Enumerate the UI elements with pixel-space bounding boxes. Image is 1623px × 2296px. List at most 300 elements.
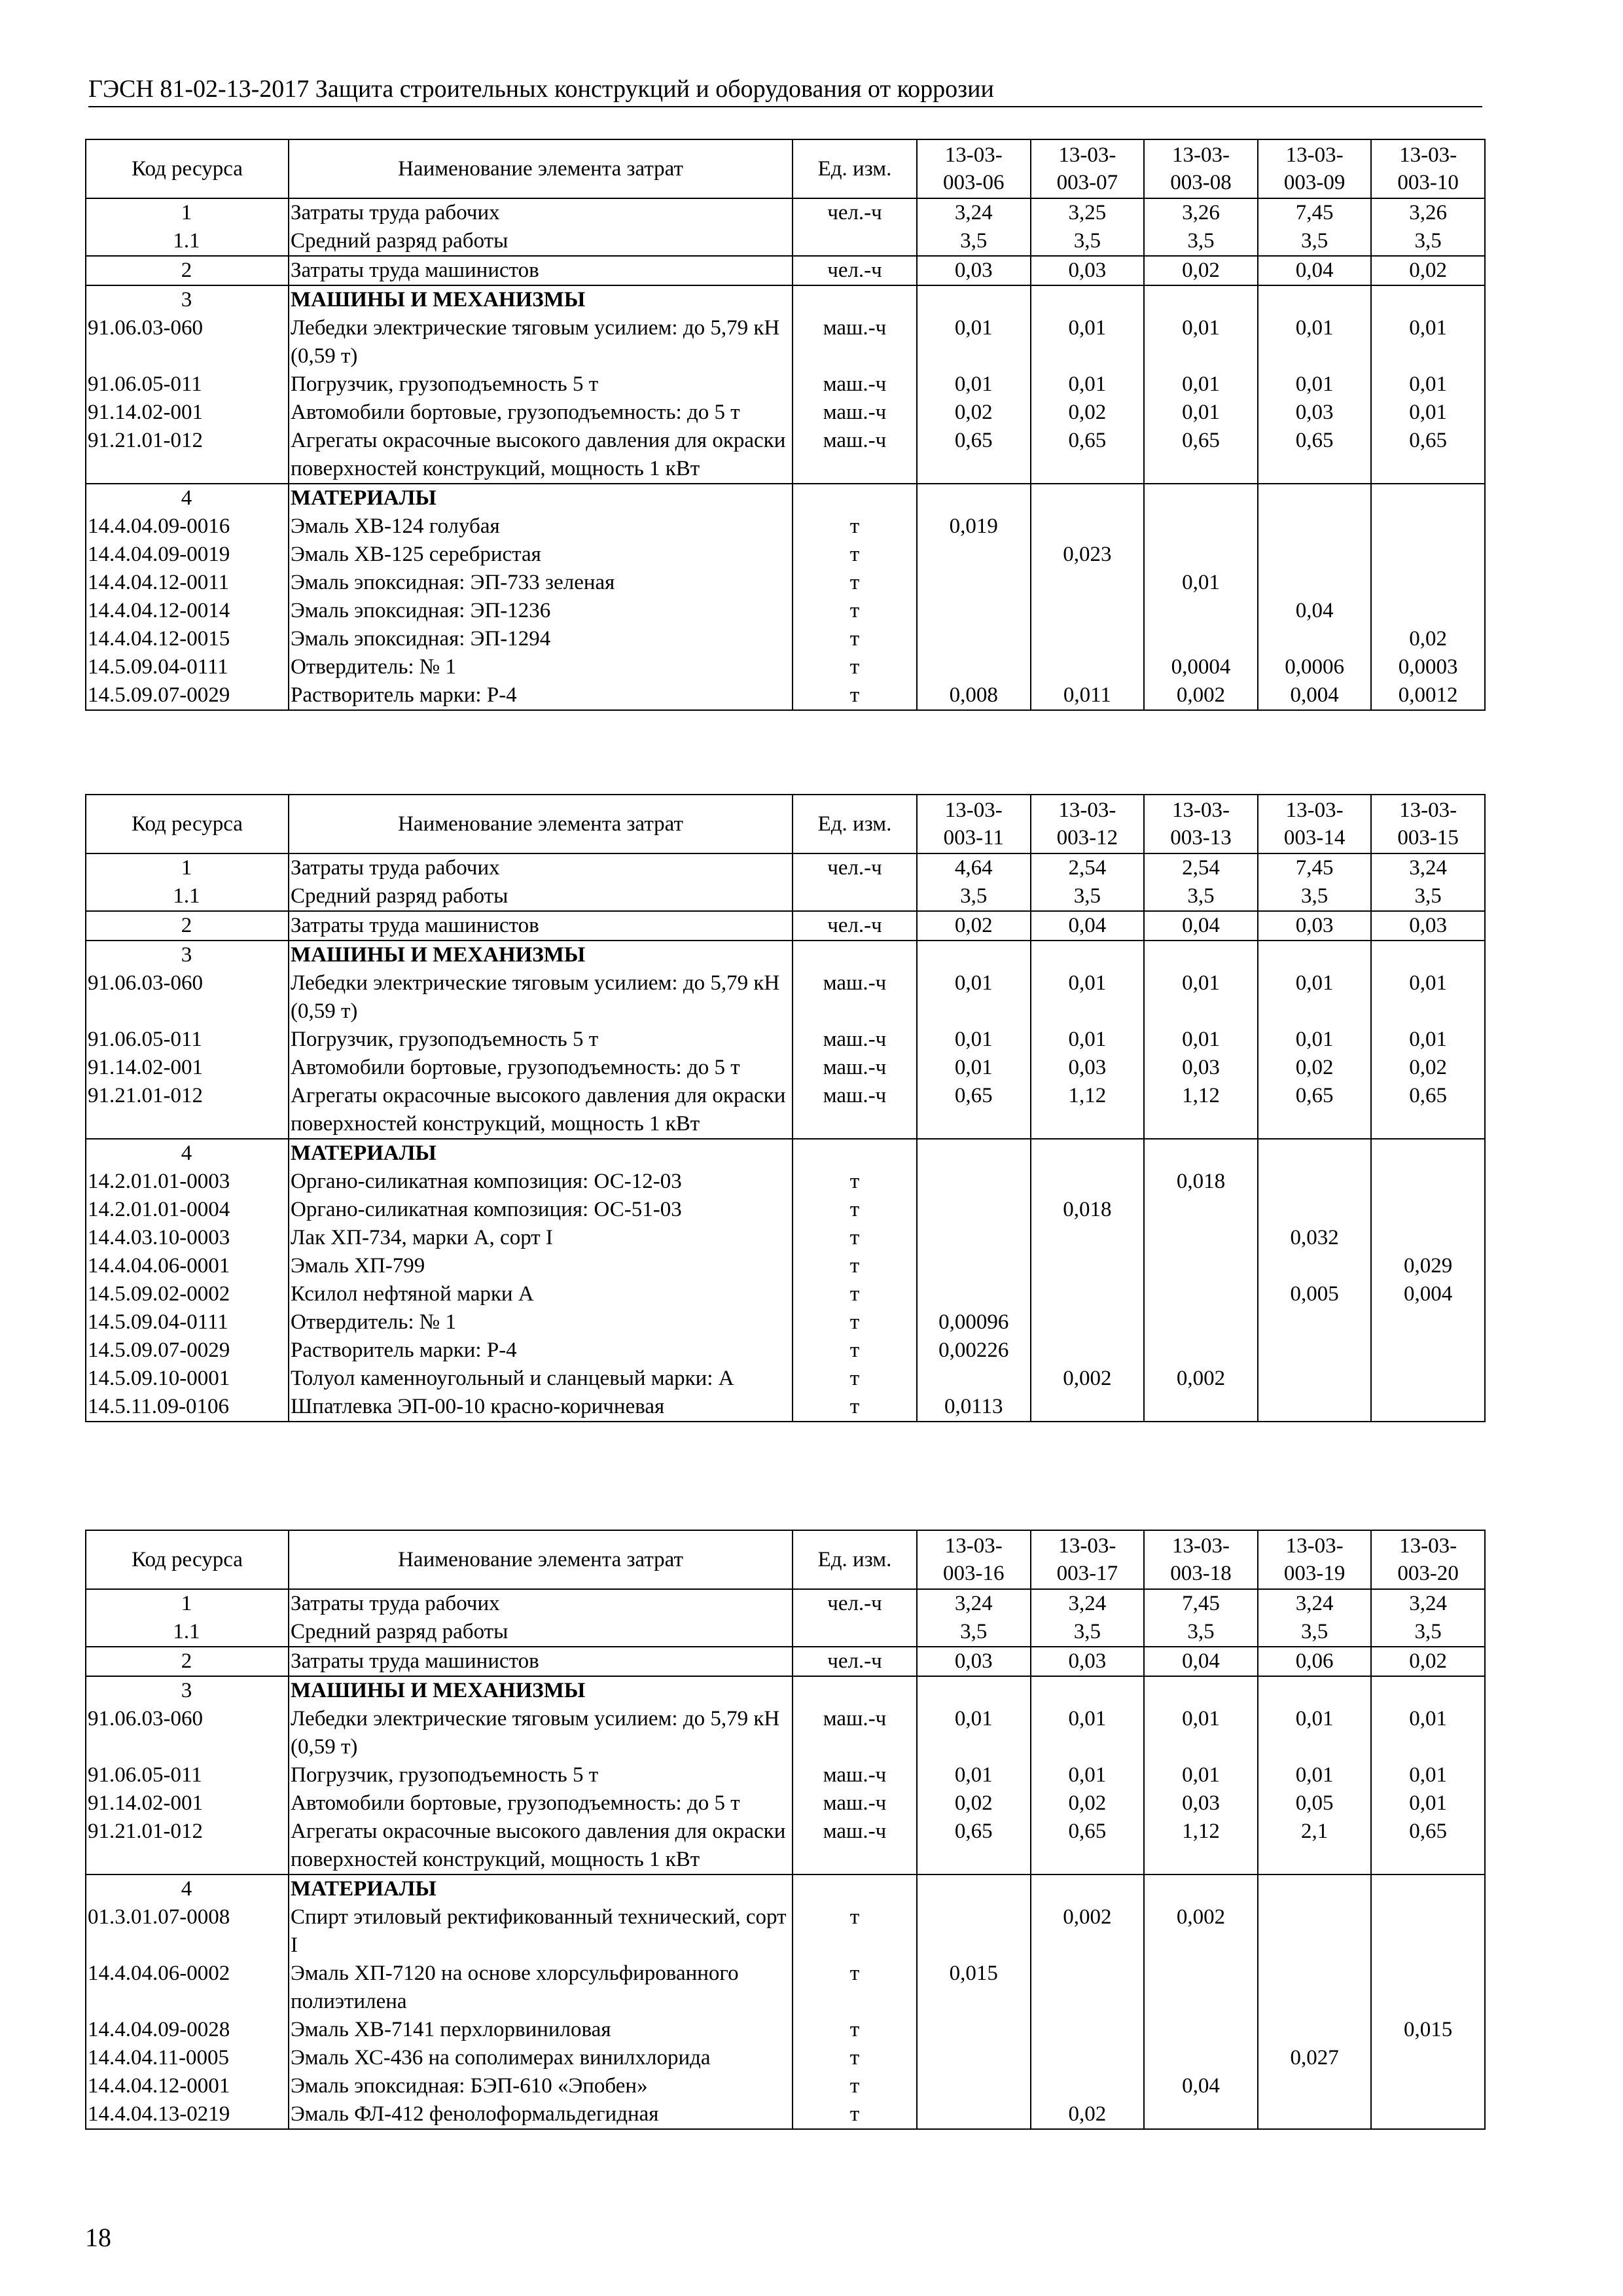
norm-value xyxy=(1371,1308,1485,1336)
table-row xyxy=(86,681,1485,710)
resource-code: 91.06.05-011 xyxy=(86,370,289,399)
norm-value xyxy=(1144,285,1258,314)
resource-name: Лак ХП-734, марки А, сорт I xyxy=(289,1224,793,1252)
resource-name: Эмаль ХС-436 на сополимерах винилхлорида xyxy=(289,2044,793,2072)
norm-value xyxy=(1258,1960,1372,2016)
norm-value xyxy=(1258,1676,1372,1705)
table-row xyxy=(86,853,1485,882)
norm-value xyxy=(1258,1365,1372,1393)
norm-value xyxy=(917,285,1031,314)
resource-unit: т xyxy=(793,2100,917,2129)
resource-name: Органо-силикатная композиция: ОС-12-03 xyxy=(289,1168,793,1196)
norm-value: 0,01 xyxy=(1144,399,1258,427)
norm-value xyxy=(917,1280,1031,1308)
resource-unit xyxy=(793,1139,917,1168)
resource-unit: маш.-ч xyxy=(793,1789,917,1818)
norm-value: 0,01 xyxy=(1371,1761,1485,1789)
norm-value: 3,5 xyxy=(1258,227,1372,256)
resource-name: Погрузчик, грузоподъемность 5 т xyxy=(289,1761,793,1789)
table-row xyxy=(86,2044,1485,2072)
header-norm-column: 13-03- 003-11 xyxy=(917,795,1031,853)
norm-value xyxy=(1144,1960,1258,2016)
resource-name: Лебедки электрические тяговым усилием: до 5,79 кН (0,59 т) xyxy=(289,314,793,370)
norm-value xyxy=(1031,285,1145,314)
table-row xyxy=(86,1589,1485,1618)
norm-value: 0,002 xyxy=(1144,1903,1258,1960)
resource-code: 91.21.01-012 xyxy=(86,1082,289,1139)
resource-unit: т xyxy=(793,1224,917,1252)
header-code: Код ресурса xyxy=(86,139,289,198)
table-row xyxy=(86,1676,1485,1705)
resource-code: 14.4.04.12-0001 xyxy=(86,2072,289,2100)
table-row xyxy=(86,1365,1485,1393)
norm-value: 0,03 xyxy=(1031,256,1145,285)
resource-name: Лебедки электрические тяговым усилием: до 5,79 кН (0,59 т) xyxy=(289,969,793,1026)
table-row xyxy=(86,427,1485,484)
norm-value: 3,5 xyxy=(917,227,1031,256)
norm-value xyxy=(1371,1960,1485,2016)
resource-code: 14.2.01.01-0003 xyxy=(86,1168,289,1196)
norm-value: 3,5 xyxy=(1258,1618,1372,1647)
norm-value xyxy=(1031,2044,1145,2072)
resource-unit: т xyxy=(793,1308,917,1336)
norm-value: 0,03 xyxy=(1144,1054,1258,1082)
header-unit: Ед. изм. xyxy=(793,139,917,198)
norm-value: 0,65 xyxy=(1371,1818,1485,1874)
resource-name: Лебедки электрические тяговым усилием: до 5,79 кН (0,59 т) xyxy=(289,1705,793,1761)
norm-value: 2,1 xyxy=(1258,1818,1372,1874)
header-norm-column: 13-03- 003-07 xyxy=(1031,139,1145,198)
resource-code: 14.4.04.09-0016 xyxy=(86,512,289,541)
norm-value xyxy=(1258,2016,1372,2044)
norm-value xyxy=(1371,2100,1485,2129)
norm-value: 0,01 xyxy=(1031,370,1145,399)
norm-value: 0,01 xyxy=(1371,1026,1485,1054)
norm-value xyxy=(1258,2072,1372,2100)
resource-name: МАТЕРИАЛЫ xyxy=(289,1874,793,1903)
norm-value: 0,65 xyxy=(1031,1818,1145,1874)
norm-value xyxy=(917,569,1031,597)
norm-value xyxy=(1031,1874,1145,1903)
resource-unit: чел.-ч xyxy=(793,1589,917,1618)
resource-unit: т xyxy=(793,1336,917,1365)
table-row xyxy=(86,2072,1485,2100)
resource-unit: маш.-ч xyxy=(793,1818,917,1874)
norm-value xyxy=(1031,2016,1145,2044)
header-norm-column: 13-03- 003-18 xyxy=(1144,1530,1258,1589)
norm-value: 3,24 xyxy=(1371,853,1485,882)
table-row xyxy=(86,1960,1485,2016)
resource-code: 1 xyxy=(86,1589,289,1618)
table-row xyxy=(86,1168,1485,1196)
resource-code: 91.14.02-001 xyxy=(86,1789,289,1818)
resource-code: 1.1 xyxy=(86,1618,289,1647)
resource-code: 91.14.02-001 xyxy=(86,1054,289,1082)
table-row xyxy=(86,911,1485,941)
norm-value: 0,01 xyxy=(1144,1705,1258,1761)
resource-unit: маш.-ч xyxy=(793,1082,917,1139)
norm-value: 1,12 xyxy=(1144,1818,1258,1874)
header-norm-column: 13-03- 003-09 xyxy=(1258,139,1372,198)
norm-value: 0,01 xyxy=(1258,1026,1372,1054)
norm-value: 0,004 xyxy=(1258,681,1372,710)
header-norm-column: 13-03- 003-17 xyxy=(1031,1530,1145,1589)
norm-value xyxy=(1144,597,1258,625)
resource-code: 4 xyxy=(86,1139,289,1168)
resource-unit: чел.-ч xyxy=(793,198,917,227)
resource-name: Затраты труда рабочих xyxy=(289,1589,793,1618)
resource-name: Растворитель марки: Р-4 xyxy=(289,1336,793,1365)
norm-value: 0,65 xyxy=(917,1082,1031,1139)
norm-value: 0,01 xyxy=(1371,314,1485,370)
norm-value xyxy=(1371,1903,1485,1960)
norm-value xyxy=(1371,1365,1485,1393)
resource-unit xyxy=(793,1676,917,1705)
resource-unit xyxy=(793,1618,917,1647)
norm-value xyxy=(1258,1874,1372,1903)
norm-value xyxy=(1144,2044,1258,2072)
norm-value: 0,023 xyxy=(1031,541,1145,569)
norm-value xyxy=(1371,1676,1485,1705)
resource-code: 4 xyxy=(86,484,289,512)
resource-table-2 xyxy=(85,794,1484,1422)
norm-value: 0,02 xyxy=(1371,625,1485,653)
resource-code: 4 xyxy=(86,1874,289,1903)
norm-value: 0,002 xyxy=(1144,681,1258,710)
norm-value xyxy=(1031,1393,1145,1422)
norm-value xyxy=(917,2100,1031,2129)
resource-unit: маш.-ч xyxy=(793,1026,917,1054)
table-row xyxy=(86,1393,1485,1422)
table-row xyxy=(86,1082,1485,1139)
norm-value: 0,027 xyxy=(1258,2044,1372,2072)
norm-value: 0,01 xyxy=(1031,314,1145,370)
norm-value xyxy=(1031,2072,1145,2100)
norm-value: 0,018 xyxy=(1031,1196,1145,1224)
resource-name: Затраты труда машинистов xyxy=(289,256,793,285)
resource-unit: маш.-ч xyxy=(793,314,917,370)
table-row xyxy=(86,484,1485,512)
resource-code: 14.4.04.12-0011 xyxy=(86,569,289,597)
norm-value xyxy=(1144,2016,1258,2044)
resource-unit: маш.-ч xyxy=(793,1705,917,1761)
table-row xyxy=(86,1705,1485,1761)
norm-value: 0,005 xyxy=(1258,1280,1372,1308)
resource-unit: т xyxy=(793,1960,917,2016)
resource-name: Средний разряд работы xyxy=(289,1618,793,1647)
norm-value xyxy=(917,597,1031,625)
norm-value xyxy=(1031,1139,1145,1168)
resource-name: Эмаль эпоксидная: БЭП-610 «Эпобен» xyxy=(289,2072,793,2100)
header-norm-column: 13-03- 003-16 xyxy=(917,1530,1031,1589)
norm-value xyxy=(1258,1308,1372,1336)
norm-value: 0,01 xyxy=(917,969,1031,1026)
norm-value xyxy=(917,2016,1031,2044)
norm-value xyxy=(1144,1252,1258,1280)
norm-value xyxy=(1031,484,1145,512)
header-norm-column: 13-03- 003-06 xyxy=(917,139,1031,198)
norm-value: 0,04 xyxy=(1144,911,1258,941)
resource-unit: т xyxy=(793,2044,917,2072)
norm-value: 0,65 xyxy=(917,427,1031,484)
norm-value xyxy=(1144,1336,1258,1365)
norm-value: 0,04 xyxy=(1031,911,1145,941)
resource-unit: т xyxy=(793,1365,917,1393)
norm-value: 0,01 xyxy=(1371,1789,1485,1818)
resource-code: 1.1 xyxy=(86,227,289,256)
resource-name: Агрегаты окрасочные высокого давления для окраски поверхностей конструкций, мощность 1 кВт xyxy=(289,427,793,484)
table-row xyxy=(86,2016,1485,2044)
table-row xyxy=(86,1789,1485,1818)
resource-code: 01.3.01.07-0008 xyxy=(86,1903,289,1960)
resource-unit: чел.-ч xyxy=(793,1647,917,1676)
norm-value xyxy=(1031,1676,1145,1705)
norm-value xyxy=(1371,1874,1485,1903)
resource-unit: т xyxy=(793,1393,917,1422)
resource-name: Шпатлевка ЭП-00-10 красно-коричневая xyxy=(289,1393,793,1422)
norm-value: 3,5 xyxy=(1371,882,1485,911)
norm-value: 1,12 xyxy=(1031,1082,1145,1139)
table-row xyxy=(86,882,1485,911)
norm-value xyxy=(1371,484,1485,512)
norm-value: 0,0004 xyxy=(1144,653,1258,681)
norm-value xyxy=(1144,512,1258,541)
resource-code: 14.4.04.06-0002 xyxy=(86,1960,289,2016)
norm-value: 3,5 xyxy=(917,1618,1031,1647)
norm-value: 0,02 xyxy=(1031,1789,1145,1818)
resource-code: 1.1 xyxy=(86,882,289,911)
norm-value: 3,5 xyxy=(1031,882,1145,911)
resource-name: Эмаль ХП-7120 на основе хлорсульфированного полиэтилена xyxy=(289,1960,793,2016)
norm-value: 0,04 xyxy=(1144,1647,1258,1676)
norm-value: 0,01 xyxy=(1144,1761,1258,1789)
norm-value: 0,01 xyxy=(1031,1026,1145,1054)
table-row xyxy=(86,1224,1485,1252)
header-norm-column: 13-03- 003-14 xyxy=(1258,795,1372,853)
resource-unit: т xyxy=(793,1196,917,1224)
norm-value: 0,015 xyxy=(917,1960,1031,2016)
resource-code: 91.06.03-060 xyxy=(86,314,289,370)
norm-value xyxy=(1258,1168,1372,1196)
norm-value: 3,5 xyxy=(1371,227,1485,256)
norm-value: 1,12 xyxy=(1144,1082,1258,1139)
table-row xyxy=(86,370,1485,399)
resource-code: 14.4.04.11-0005 xyxy=(86,2044,289,2072)
norm-value: 3,26 xyxy=(1144,198,1258,227)
norm-value: 3,5 xyxy=(1371,1618,1485,1647)
header-code: Код ресурса xyxy=(86,1530,289,1589)
norm-value xyxy=(1371,541,1485,569)
resource-unit: чел.-ч xyxy=(793,256,917,285)
table-row xyxy=(86,541,1485,569)
resource-code: 14.4.04.06-0001 xyxy=(86,1252,289,1280)
norm-value xyxy=(1031,1224,1145,1252)
norm-value: 0,65 xyxy=(1371,427,1485,484)
norm-value xyxy=(1258,569,1372,597)
table-row xyxy=(86,2100,1485,2129)
norm-value: 7,45 xyxy=(1258,853,1372,882)
norm-value: 0,04 xyxy=(1258,256,1372,285)
norm-value xyxy=(1031,1960,1145,2016)
norm-value: 0,01 xyxy=(1258,1761,1372,1789)
norm-value: 0,011 xyxy=(1031,681,1145,710)
resource-code: 91.21.01-012 xyxy=(86,1818,289,1874)
resource-unit xyxy=(793,484,917,512)
norm-value: 3,5 xyxy=(917,882,1031,911)
resource-name: Автомобили бортовые, грузоподъемность: до 5 т xyxy=(289,1789,793,1818)
norm-value: 0,01 xyxy=(1031,1761,1145,1789)
resource-code: 3 xyxy=(86,1676,289,1705)
norm-value xyxy=(917,1874,1031,1903)
table-row xyxy=(86,1026,1485,1054)
resource-name: МАШИНЫ И МЕХАНИЗМЫ xyxy=(289,285,793,314)
resource-unit: т xyxy=(793,2072,917,2100)
norm-value: 0,65 xyxy=(1258,427,1372,484)
resource-unit: т xyxy=(793,512,917,541)
resource-code: 3 xyxy=(86,285,289,314)
resource-code: 14.4.03.10-0003 xyxy=(86,1224,289,1252)
norm-value xyxy=(1258,1336,1372,1365)
norm-value: 0,03 xyxy=(1371,911,1485,941)
norm-value xyxy=(1144,1196,1258,1224)
norm-value xyxy=(1031,597,1145,625)
norm-value xyxy=(917,1903,1031,1960)
norm-value: 0,01 xyxy=(917,1761,1031,1789)
norm-value xyxy=(917,653,1031,681)
header-name: Наименование элемента затрат xyxy=(289,1530,793,1589)
norm-value: 0,03 xyxy=(1144,1789,1258,1818)
norm-value: 7,45 xyxy=(1258,198,1372,227)
norm-value xyxy=(1144,1874,1258,1903)
resource-name: Погрузчик, грузоподъемность 5 т xyxy=(289,370,793,399)
norm-value: 0,03 xyxy=(1258,911,1372,941)
norm-value: 0,02 xyxy=(917,1789,1031,1818)
table-row xyxy=(86,569,1485,597)
header-norm-column: 13-03- 003-08 xyxy=(1144,139,1258,198)
resource-name: Затраты труда машинистов xyxy=(289,911,793,941)
norm-value xyxy=(1031,1336,1145,1365)
resource-code: 2 xyxy=(86,911,289,941)
norm-value: 0,01 xyxy=(1031,969,1145,1026)
norm-value: 0,0003 xyxy=(1371,653,1485,681)
table-row xyxy=(86,256,1485,285)
norm-value: 3,24 xyxy=(1258,1589,1372,1618)
resource-code: 14.4.04.12-0015 xyxy=(86,625,289,653)
resource-name: Затраты труда рабочих xyxy=(289,853,793,882)
page-header: ГЭСН 81-02-13-2017 Защита строительных конструкций и оборудования от коррозии xyxy=(88,73,1482,107)
norm-value: 0,65 xyxy=(1371,1082,1485,1139)
resource-table xyxy=(85,794,1486,1422)
norm-value xyxy=(1371,2044,1485,2072)
norm-value xyxy=(1371,569,1485,597)
resource-name: Растворитель марки: Р-4 xyxy=(289,681,793,710)
resource-name: Отвердитель: № 1 xyxy=(289,653,793,681)
norm-value: 0,01 xyxy=(1258,969,1372,1026)
norm-value: 0,06 xyxy=(1258,1647,1372,1676)
norm-value xyxy=(917,541,1031,569)
norm-value xyxy=(1371,285,1485,314)
norm-value xyxy=(917,1365,1031,1393)
norm-value xyxy=(1031,1252,1145,1280)
header-name: Наименование элемента затрат xyxy=(289,795,793,853)
resource-unit: чел.-ч xyxy=(793,911,917,941)
norm-value xyxy=(1144,2100,1258,2129)
norm-value: 0,03 xyxy=(1258,399,1372,427)
resource-name: Автомобили бортовые, грузоподъемность: до 5 т xyxy=(289,1054,793,1082)
norm-value: 0,03 xyxy=(917,256,1031,285)
table-row xyxy=(86,1618,1485,1647)
norm-value xyxy=(917,1168,1031,1196)
header-unit: Ед. изм. xyxy=(793,795,917,853)
norm-value xyxy=(1258,625,1372,653)
norm-value: 0,01 xyxy=(917,1054,1031,1082)
resource-table xyxy=(85,1530,1486,2130)
norm-value xyxy=(917,2072,1031,2100)
norm-value xyxy=(1258,484,1372,512)
norm-value: 0,018 xyxy=(1144,1168,1258,1196)
norm-value: 3,5 xyxy=(1144,227,1258,256)
resource-unit: маш.-ч xyxy=(793,370,917,399)
resource-unit xyxy=(793,227,917,256)
norm-value xyxy=(917,941,1031,969)
header-norm-column: 13-03- 003-12 xyxy=(1031,795,1145,853)
resource-unit: т xyxy=(793,625,917,653)
header-norm-column: 13-03- 003-19 xyxy=(1258,1530,1372,1589)
norm-value: 0,019 xyxy=(917,512,1031,541)
norm-value: 3,24 xyxy=(1031,1589,1145,1618)
norm-value: 0,004 xyxy=(1371,1280,1485,1308)
norm-value: 0,00226 xyxy=(917,1336,1031,1365)
table-row xyxy=(86,314,1485,370)
norm-value xyxy=(917,625,1031,653)
table-row xyxy=(86,653,1485,681)
resource-unit xyxy=(793,285,917,314)
resource-code: 91.06.03-060 xyxy=(86,1705,289,1761)
resource-unit: маш.-ч xyxy=(793,1054,917,1082)
norm-value: 0,01 xyxy=(917,1705,1031,1761)
norm-value: 0,02 xyxy=(1371,1054,1485,1082)
resource-table-3 xyxy=(85,1530,1484,2130)
norm-value xyxy=(1258,1196,1372,1224)
resource-name: Эмаль ФЛ-412 фенолоформальдегидная xyxy=(289,2100,793,2129)
norm-value: 0,01 xyxy=(1258,1705,1372,1761)
norm-value: 0,01 xyxy=(1371,399,1485,427)
norm-value: 3,5 xyxy=(1144,882,1258,911)
norm-value: 3,26 xyxy=(1371,198,1485,227)
norm-value: 0,01 xyxy=(917,370,1031,399)
norm-value xyxy=(1031,569,1145,597)
norm-value xyxy=(1144,1139,1258,1168)
norm-value: 0,032 xyxy=(1258,1224,1372,1252)
resource-name: Агрегаты окрасочные высокого давления для окраски поверхностей конструкций, мощность 1 кВт xyxy=(289,1818,793,1874)
table-row xyxy=(86,512,1485,541)
norm-value: 0,03 xyxy=(1031,1054,1145,1082)
norm-value: 0,015 xyxy=(1371,2016,1485,2044)
norm-value: 0,002 xyxy=(1144,1365,1258,1393)
norm-value xyxy=(1144,1676,1258,1705)
norm-value xyxy=(1031,1308,1145,1336)
resource-name: МАШИНЫ И МЕХАНИЗМЫ xyxy=(289,1676,793,1705)
resource-name: Агрегаты окрасочные высокого давления для окраски поверхностей конструкций, мощность 1 кВт xyxy=(289,1082,793,1139)
norm-value xyxy=(917,2044,1031,2072)
norm-value: 0,0113 xyxy=(917,1393,1031,1422)
resource-name: Погрузчик, грузоподъемность 5 т xyxy=(289,1026,793,1054)
header-norm-column: 13-03- 003-20 xyxy=(1371,1530,1485,1589)
header-norm-column: 13-03- 003-15 xyxy=(1371,795,1485,853)
norm-value: 2,54 xyxy=(1031,853,1145,882)
resource-name: Средний разряд работы xyxy=(289,227,793,256)
resource-code: 14.5.09.07-0029 xyxy=(86,681,289,710)
